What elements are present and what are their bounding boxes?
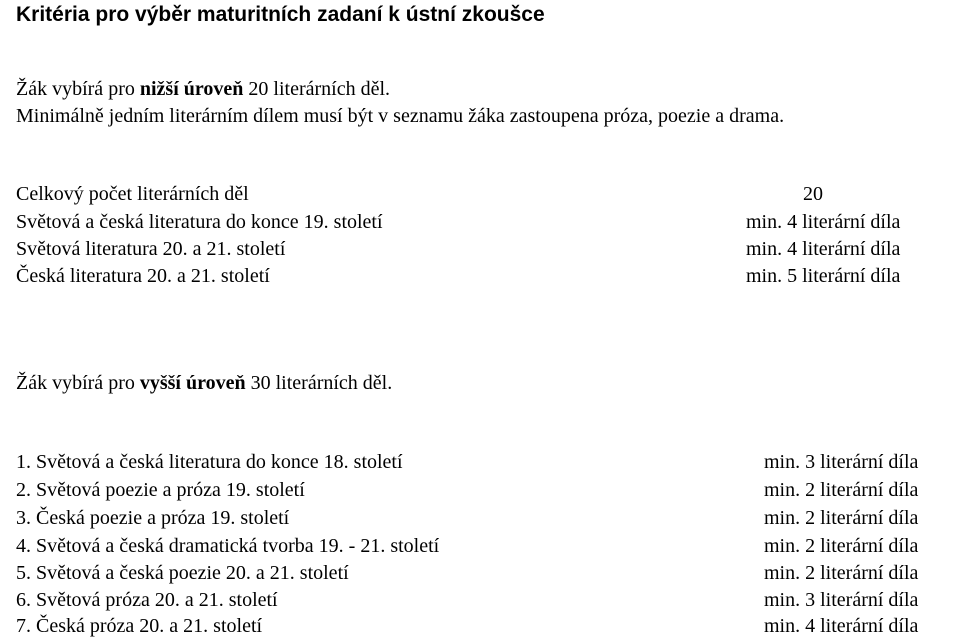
row-label: 4. Světová a česká dramatická tvorba 19. - 21. století [16, 535, 440, 557]
table-row [16, 587, 960, 613]
higher-level-intro [16, 371, 392, 395]
table-row [16, 236, 960, 262]
row-value: min. 2 literární díla [764, 479, 919, 501]
row-label: 7. Česká próza 20. a 21. století [16, 615, 263, 637]
row-value: min. 2 literární díla [764, 507, 919, 529]
row-value: min. 2 literární díla [764, 535, 919, 557]
row-label: 2. Světová poezie a próza 19. století [16, 479, 305, 501]
row-label: 6. Světová próza 20. a 21. století [16, 589, 278, 611]
row-value: min. 3 literární díla [764, 451, 919, 473]
table-row [16, 533, 960, 559]
higher-intro-suffix: 30 literárních děl. [245, 372, 393, 394]
row-value: min. 2 literární díla [764, 562, 919, 584]
row-label: 1. Světová a česká literatura do konce 18. století [16, 451, 403, 473]
minimum-genre-note: Minimálně jedním literárním dílem musí být v seznamu žáka zastoupena próza, poezie a drama. [16, 105, 785, 127]
row-value: min. 4 literární díla [764, 615, 919, 637]
table-row [16, 505, 960, 531]
table-row [16, 477, 960, 503]
table-row [16, 209, 960, 235]
row-value: 20 [803, 183, 823, 205]
row-label: 5. Světová a česká poezie 20. a 21. století [16, 562, 349, 584]
row-value: min. 3 literární díla [764, 589, 919, 611]
table-row [16, 181, 960, 207]
lower-intro-prefix: Žák vybírá pro [16, 78, 140, 100]
lower-intro-suffix: 20 literárních děl. [243, 78, 391, 100]
row-value: min. 4 literární díla [746, 211, 901, 233]
page-title: Kritéria pro výběr maturitních zadaní k ústní zkoušce [16, 3, 545, 26]
higher-intro-level: vyšší úroveň [139, 372, 246, 394]
row-value: min. 5 literární díla [746, 265, 901, 287]
row-label: 3. Česká poezie a próza 19. století [16, 507, 290, 529]
table-row [16, 560, 960, 586]
table-row [16, 263, 960, 289]
row-value: min. 4 literární díla [746, 238, 901, 260]
table-row [16, 613, 960, 639]
lower-intro-level: nižší úroveň [139, 78, 244, 100]
lower-level-intro [16, 77, 390, 101]
table-row [16, 449, 960, 475]
row-label: Česká literatura 20. a 21. století [16, 265, 270, 287]
higher-intro-prefix: Žák vybírá pro [16, 372, 140, 394]
row-label: Celkový počet literárních děl [16, 183, 249, 205]
row-label: Světová a česká literatura do konce 19. století [16, 211, 383, 233]
row-label: Světová literatura 20. a 21. století [16, 238, 286, 260]
